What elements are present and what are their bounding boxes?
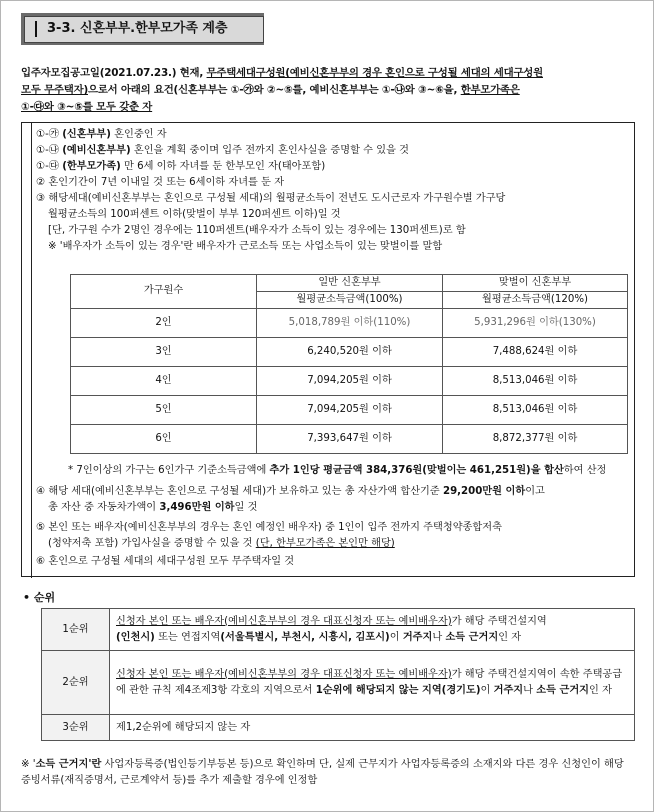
rank-desc: 신청자 본인 또는 배우자(예비신혼부부의 경우 대표신청자 또는 예비배우자)가 해당 주택건설지역이 속한 주택공급에 관한 규칙 제4조제3항 각호의 지역으로서 1순위에 해당되지 않는 지역(경기도)이 거주지나 소득 근거지인 자	[110, 651, 635, 715]
intro-part2: 무주택세대구성원(예비신혼부부의 경우 혼인으로 구성될 세대의 세대구성원	[206, 67, 543, 79]
req-assets-line1: ④ 해당 세대(예비신혼부부는 혼인으로 구성될 세대)가 보유하고 있는 총 자산가액 합산기준 29,200만원 이하이고	[36, 486, 545, 497]
intro-part1: 입주자모집공고일(2021.07.23.) 현재,	[21, 67, 207, 79]
req-income-line3: [단, 가구원 수가 2명인 경우에는 110퍼센트(배우자가 소득이 있는 경우에는 130퍼센트)로 함	[48, 225, 466, 236]
section-title: 3-3. 신혼부부.한부모가족 계층	[24, 16, 264, 43]
general-income: 7,393,647원 이하	[257, 425, 443, 454]
table-row	[42, 651, 635, 715]
col-household: 가구원수	[71, 275, 257, 309]
dual-income: 5,931,296원 이하(130%)	[443, 309, 628, 338]
req-income-line2: 월평균소득의 100퍼센트 이하(맞벌이 부부 120퍼센트 이하)일 것	[48, 209, 341, 220]
general-income: 5,018,789원 이하(110%)	[257, 309, 443, 338]
income-table	[70, 274, 628, 454]
req-newlywed	[36, 127, 636, 143]
rank-label: 1순위	[42, 609, 110, 651]
req-text: 만 6세 이하 자녀를 둔 한부모인 자(태아포함)	[120, 161, 326, 172]
req-label: (한부모가족)	[62, 161, 121, 172]
table-row	[71, 367, 628, 396]
household-size: 2인	[71, 309, 257, 338]
req-label: (신혼부부)	[62, 129, 111, 140]
rank-label: 2순위	[42, 651, 110, 715]
req-number: ①-㉯	[36, 145, 59, 156]
box-divider	[22, 123, 32, 578]
household-size: 6인	[71, 425, 257, 454]
intro-part3: 모두 무주택자)	[21, 84, 88, 96]
rank-title: • 순위	[23, 591, 56, 604]
rank-desc: 신청자 본인 또는 배우자(예비신혼부부의 경우 대표신청자 또는 예비배우자)가 해당 주택건설지역 (인천시) 또는 연접지역(서울특별시, 부천시, 시흥시, 김포시)이 거주지나 소득 근거지인 자	[110, 609, 635, 651]
dual-income: 8,513,046원 이하	[443, 396, 628, 425]
dual-income: 8,513,046원 이하	[443, 367, 628, 396]
section-heading	[21, 13, 264, 45]
col-dual-sub: 월평균소득금액(120%)	[443, 292, 628, 309]
eligibility-intro	[21, 65, 635, 116]
col-general: 일반 신혼부부	[257, 275, 443, 292]
general-income: 7,094,205원 이하	[257, 396, 443, 425]
req-income-line4: ※ '배우자가 소득이 있는 경우'란 배우자가 근로소득 또는 사업소득이 있는 맞벌이를 말함	[48, 241, 443, 252]
household-size: 4인	[71, 367, 257, 396]
household-size: 3인	[71, 338, 257, 367]
intro-part5: 한부모가족은	[460, 84, 520, 96]
req-number: ①-㉮	[36, 129, 59, 140]
req-label: (예비신혼부부)	[62, 145, 131, 156]
req-savings-line1: ⑤ 본인 또는 배우자(예비신혼부부의 경우는 혼인 예정인 배우자) 중 1인이 입주 전까지 주택청약종합저축	[36, 522, 502, 533]
general-income: 7,094,205원 이하	[257, 367, 443, 396]
table-row	[71, 396, 628, 425]
req-number: ①-㉰	[36, 161, 59, 172]
rank-label: 3순위	[42, 715, 110, 741]
req-income-line1: ③ 해당세대(예비신혼부부는 혼인으로 구성될 세대)의 월평균소득이 전년도 도시근로자 가구원수별 가구당	[36, 193, 506, 204]
rank-desc: 제1,2순위에 해당되지 않는 자	[110, 715, 635, 741]
req-text: 혼인을 계획 중이며 입주 전까지 혼인사실을 증명할 수 있을 것	[130, 145, 410, 156]
general-income: 6,240,520원 이하	[257, 338, 443, 367]
table-row	[71, 425, 628, 454]
income-footnote: * 7인이상의 가구는 6인가구 기준소득금액에 추가 1인당 평균금액 384,376원(맞벌이는 461,251원)을 합산하여 산정	[68, 465, 607, 476]
intro-part4: 으로서 아래의 요건(신혼부부는 ①-㉮와 ②~⑤를, 예비신혼부부는 ①-㉯와 ③~⑥을,	[88, 84, 461, 96]
intro-part6: ①-㉰와 ③~⑤를 모두 갖춘 자	[21, 101, 153, 113]
col-general-sub: 월평균소득금액(100%)	[257, 292, 443, 309]
req-prospective	[36, 143, 636, 159]
req-marriage-period: ② 혼인기간이 7년 이내일 것 또는 6세이하 자녀를 둔 자	[36, 177, 285, 188]
req-savings-line2: (청약저축 포함) 가입사실을 증명할 수 있을 것 (단, 한부모가족은 본인만 해당)	[48, 538, 395, 549]
req-homeless: ⑥ 혼인으로 구성될 세대의 세대구성원 모두 무주택자일 것	[36, 556, 295, 567]
income-base-note: ※ '소득 근거지'란 사업자등록증(법인등기부등본 등)으로 확인하며 단, 실제 근무지가 사업자등록증의 소재지와 다른 경우 신청인이 해당 증빙서류(재직증명서, 근로계약서 등)를 추가 제출할 경우에 인정함	[21, 759, 624, 786]
table-row	[42, 609, 635, 651]
table-row	[71, 338, 628, 367]
dual-income: 8,872,377원 이하	[443, 425, 628, 454]
req-assets-line2: 총 자산 중 자동차가액이 3,496만원 이하일 것	[48, 502, 258, 513]
rank-table	[41, 608, 635, 741]
requirements-box	[21, 122, 635, 577]
req-text: 혼인중인 자	[110, 129, 167, 140]
col-dual: 맞벌이 신혼부부	[443, 275, 628, 292]
table-row	[42, 715, 635, 741]
dual-income: 7,488,624원 이하	[443, 338, 628, 367]
req-single-parent	[36, 159, 636, 175]
table-row	[71, 309, 628, 338]
household-size: 5인	[71, 396, 257, 425]
